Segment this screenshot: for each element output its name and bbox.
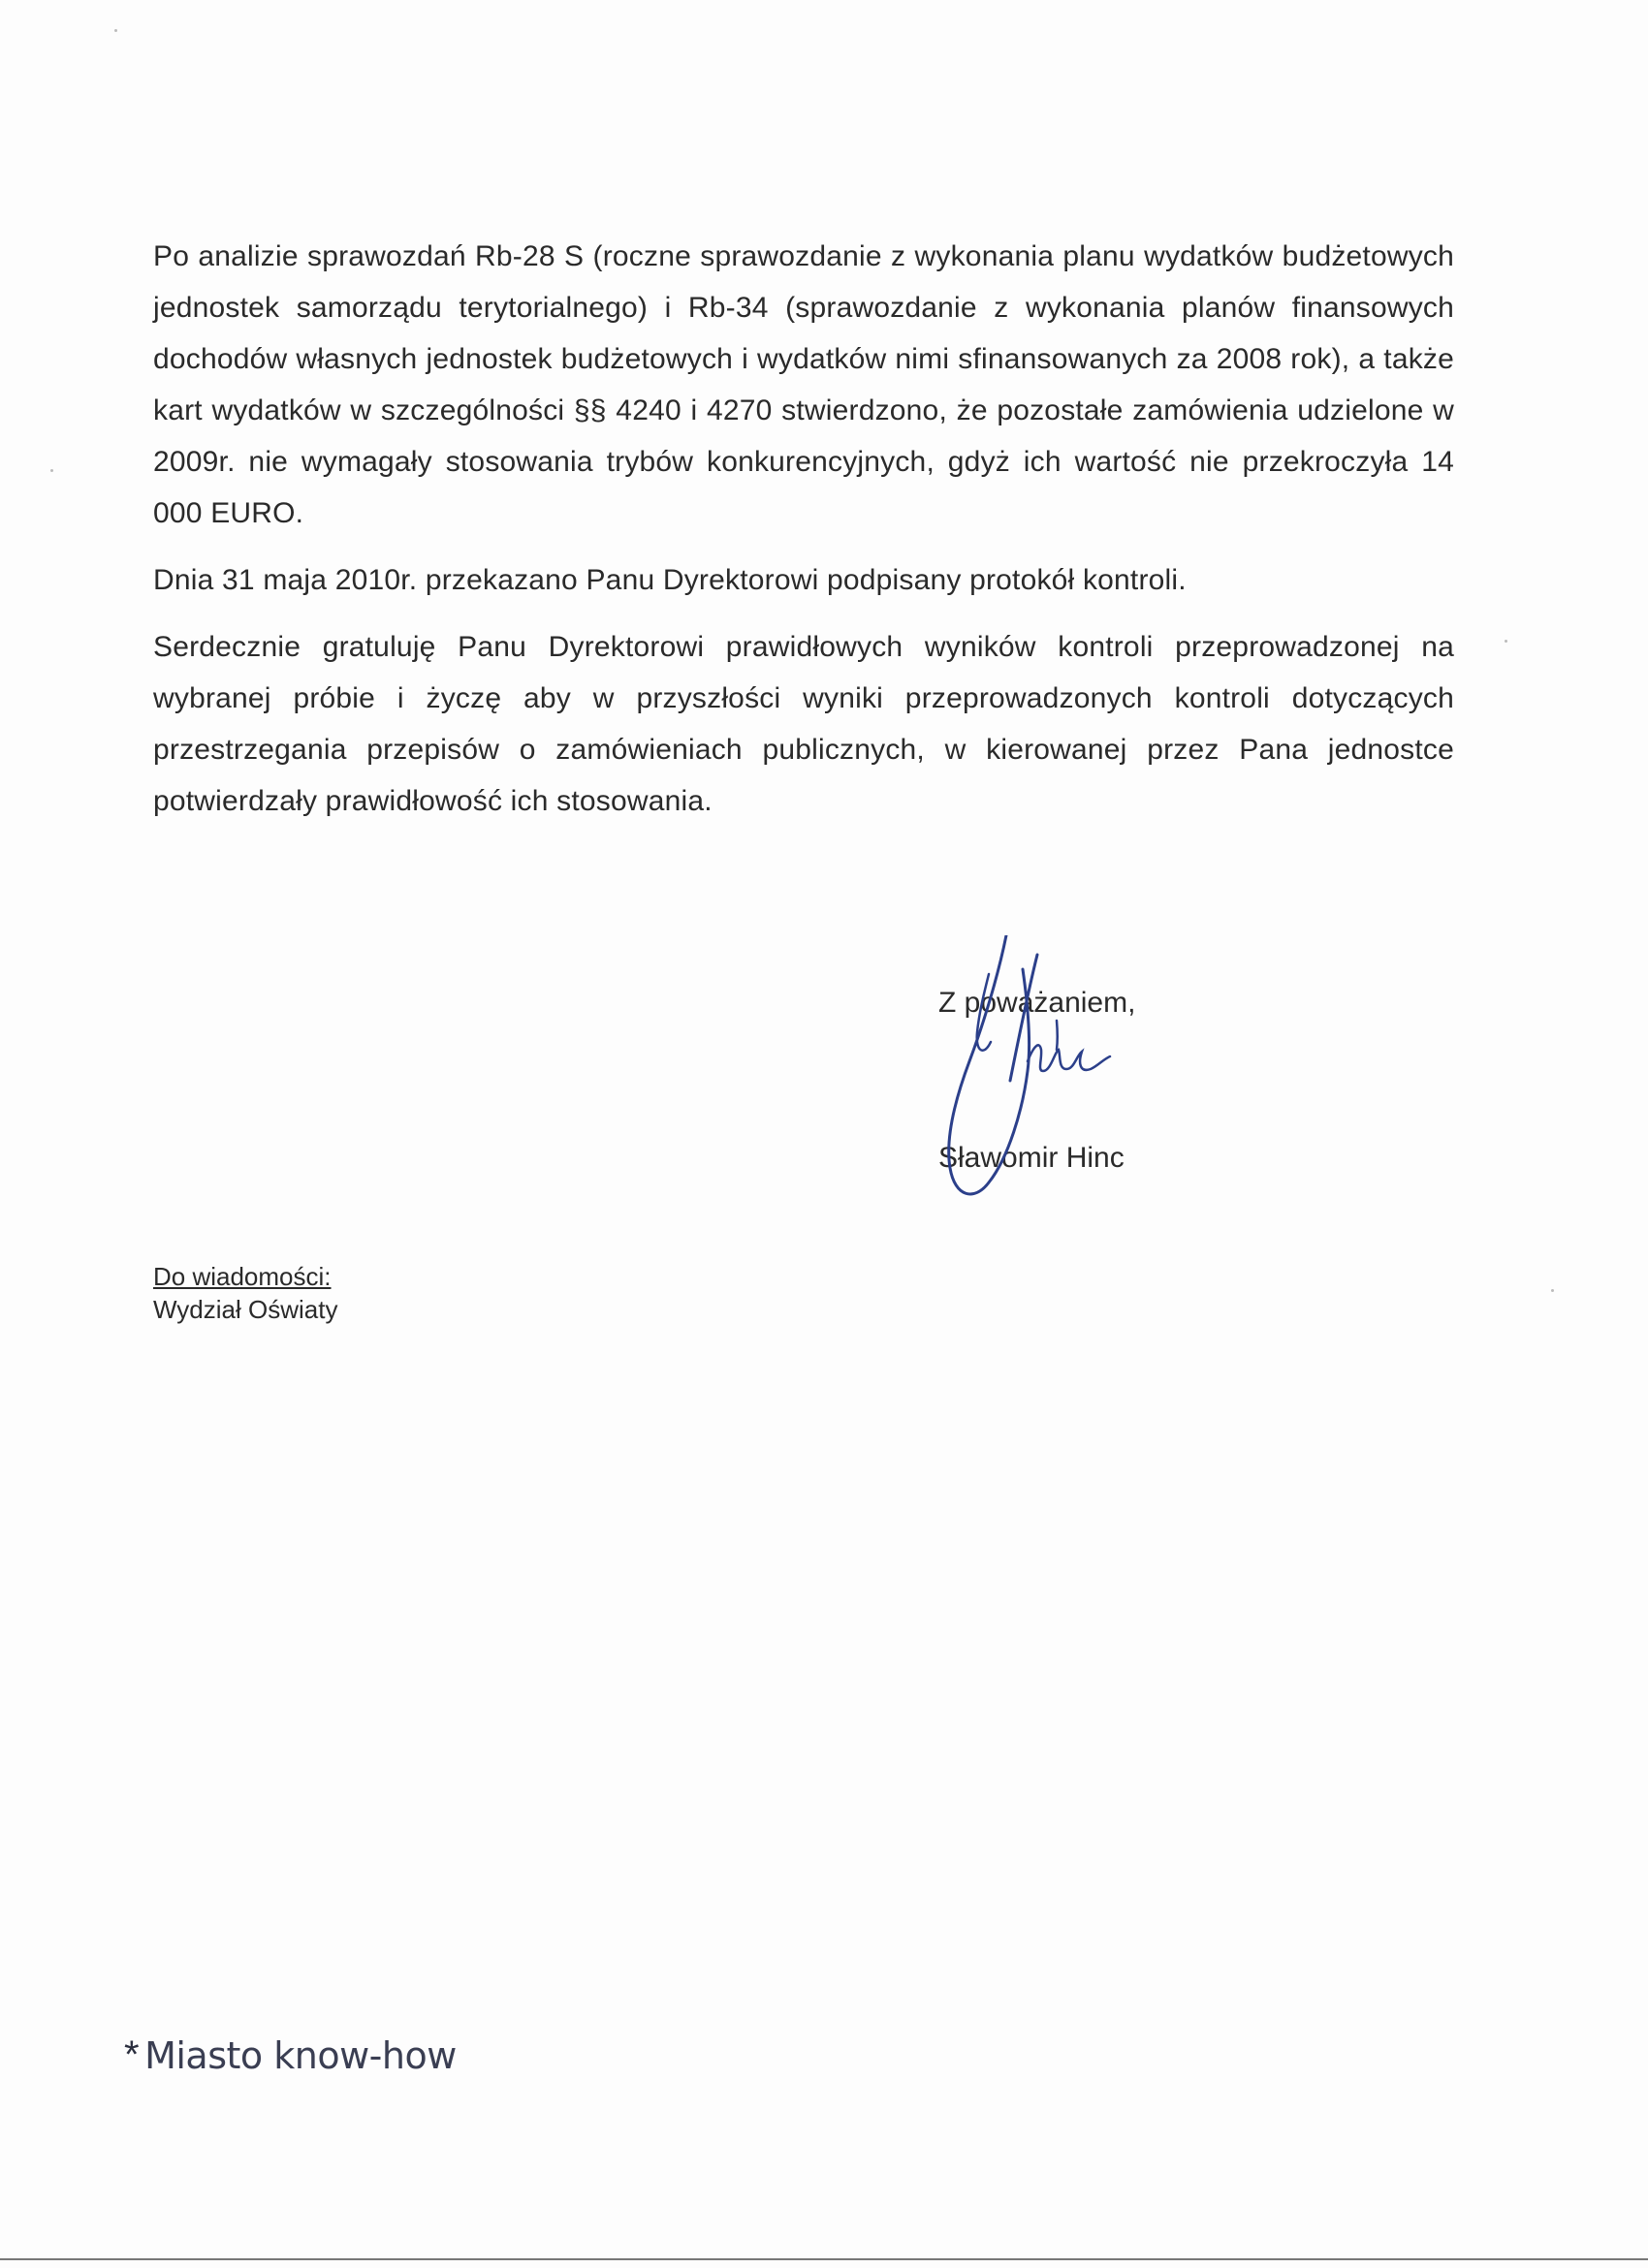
brand-text: Miasto know-how <box>144 2033 457 2077</box>
bottom-divider <box>0 2258 1648 2260</box>
cc-heading: Do wiadomości: <box>153 1262 332 1291</box>
asterisk-icon: * <box>124 2033 140 2076</box>
body-paragraph-2: Dnia 31 maja 2010r. przekazano Panu Dyrektorowi podpisany protokół kontroli. <box>153 564 1187 596</box>
letter-body <box>153 231 1454 842</box>
cc-block <box>153 1260 337 1326</box>
handwritten-signature <box>931 935 1144 1226</box>
signer-name: Sławomir Hinc <box>938 1142 1125 1174</box>
body-paragraph-3: Serdecznie gratuluję Panu Dyrektorowi prawidłowych wyników kontroli przeprowadzonej na wybranej próbie i życzę aby w przyszłości wyniki przeprowadzonych kontroli dotyczących przestrzegania przepisów o zamówieniach publicznych, w kierowanej przez Pana jednostce potwierdzały prawidłowość ich stosowania. <box>153 631 1454 817</box>
cc-recipient: Wydział Oświaty <box>153 1295 338 1324</box>
scan-speck <box>50 469 53 472</box>
body-paragraph-1: Po analizie sprawozdań Rb-28 S (roczne sprawozdanie z wykonania planu wydatków budżetowych jednostek samorządu terytorialnego) i Rb-34 (sprawozdanie z wykonania planów finansowych dochodów własnych jednostek budżetowych i wydatków nimi sfinansowanych za 2008 rok), a także kart wydatków w szczególności §§ 4240 i 4270 stwierdzono, że pozostałe zamówienia udzielone w 2009r. nie wymagały stosowania trybów konkurencyjnych, gdyż ich wartość nie przekroczyła 14 000 EURO. <box>153 240 1454 529</box>
scan-speck <box>114 29 117 32</box>
closing-salutation: Z poważaniem, <box>938 987 1136 1019</box>
footer-brand-logo <box>124 2033 457 2077</box>
scan-speck <box>1505 640 1507 643</box>
scan-speck <box>1551 1289 1554 1292</box>
